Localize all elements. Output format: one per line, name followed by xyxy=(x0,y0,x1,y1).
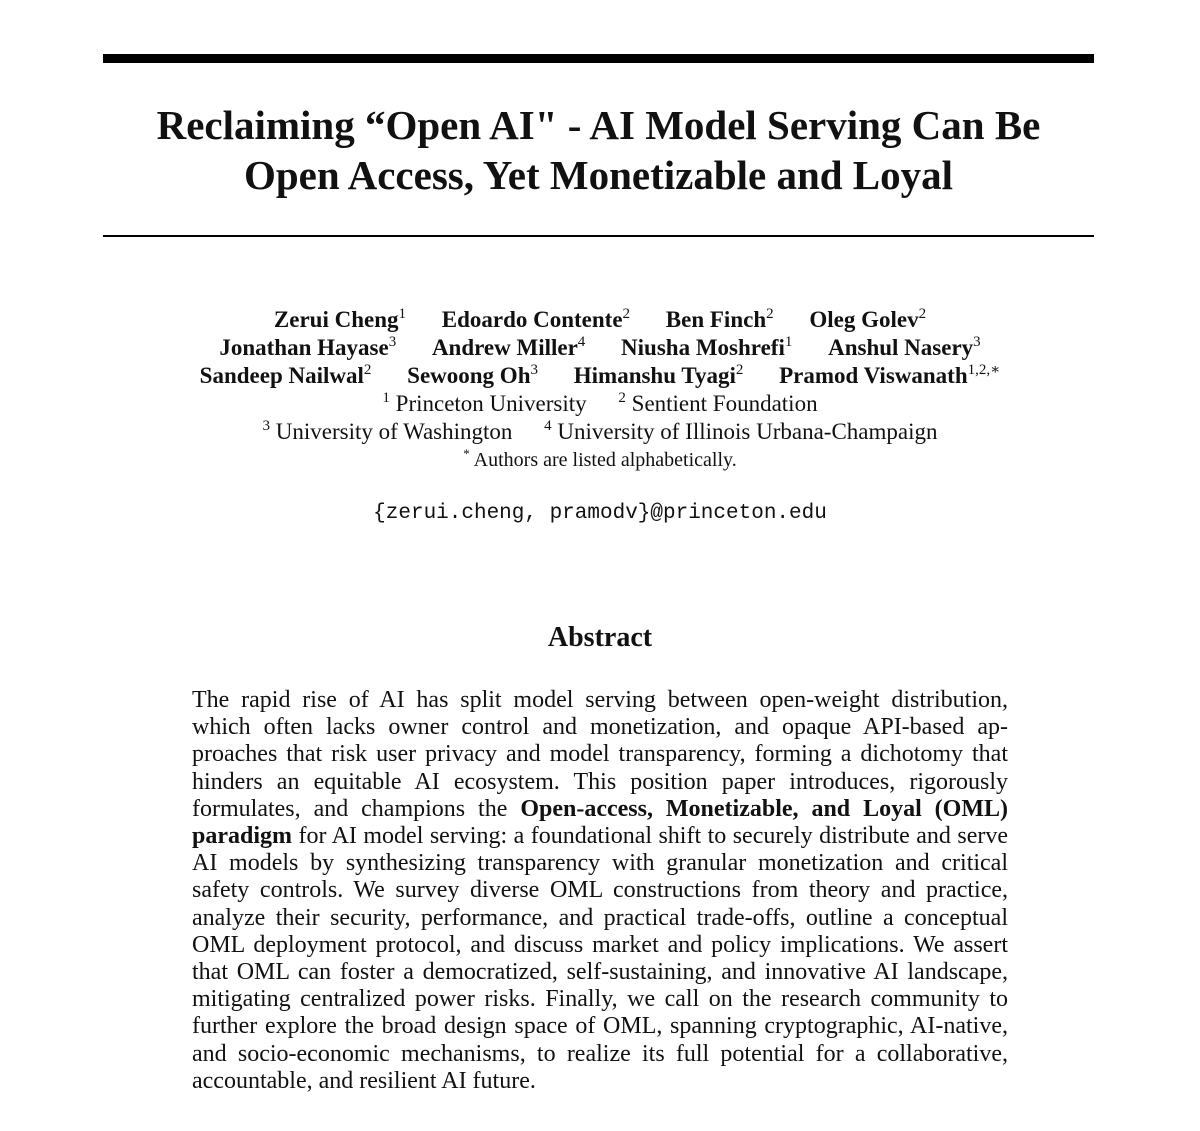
author: Andrew Miller$^4$ xyxy=(431,334,586,360)
contact-email: {zerui.cheng, pramodv}@princeton.edu xyxy=(373,502,827,525)
author-row-3 xyxy=(0,362,1200,390)
abstract-heading: Abstract xyxy=(547,622,653,653)
paper-title xyxy=(103,100,1094,200)
author: Sandeep Nailwal$^2$ xyxy=(199,362,372,388)
affiliation: $^4$ University of Illinois Urbana-Champaign xyxy=(544,418,938,444)
author: Himanshu Tyagi$^2$ xyxy=(573,362,744,388)
author: Anshul Nasery$^3$ xyxy=(828,334,981,360)
author-block xyxy=(0,306,1200,474)
alphabetical-note: * Authors are listed alphabetically. xyxy=(463,446,737,471)
affiliation: $^1$ Princeton University xyxy=(382,390,587,416)
affiliation: $^3$ University of Washington xyxy=(262,418,513,444)
author: Zerui Cheng$^1$ xyxy=(273,306,406,332)
title-line-2: Open Access, Yet Monetizable and Loyal xyxy=(243,152,954,198)
affiliation-row-1 xyxy=(0,390,1200,418)
top-rule xyxy=(103,54,1094,63)
affiliation-row-2 xyxy=(0,418,1200,446)
author: Oleg Golev$^2$ xyxy=(809,306,927,332)
abstract-bold-phrase: Open-access, Monetizable, and Loyal (OML) paradigm xyxy=(192,795,1008,850)
author: Sewoong Oh$^3$ xyxy=(407,362,538,388)
title-line-1: Reclaiming “Open AI" - AI Model Serving Can Be xyxy=(156,102,1041,148)
abstract-text-part-2: for AI model serving: a foundational shift to securely distribute and serve AI models by synthesizing transparency with granular monetization and critical safety controls. We survey diverse OML constructions from theory and practice, analyze their security, performance, and practical trade-offs, outline a conceptual OML deployment protocol, and discuss market and policy implications. We assert that OML can foster a democratized, self-sustaining, and innovative AI landscape, mitigating centralized power risks. Finally, we call on the research community to further explore the broad design space of OML, spanning cryptographic, AI-native, and socio-economic mechanisms, to realize its full potential for a collaborative, accountable, and resilient AI future. xyxy=(192,823,1008,1094)
title-bottom-rule xyxy=(103,235,1094,237)
author: Edoardo Contente$^2$ xyxy=(441,306,631,332)
abstract-body xyxy=(192,687,1008,1095)
author: Ben Finch$^2$ xyxy=(665,306,774,332)
author: Jonathan Hayase$^3$ xyxy=(219,334,397,360)
author: Pramod Viswanath$^{1,2,∗}$ xyxy=(779,362,1001,388)
author-row-1 xyxy=(0,306,1200,334)
author-row-2 xyxy=(0,334,1200,362)
affiliation: $^2$ Sentient Foundation xyxy=(618,390,818,416)
abstract-text-part-1: The rapid rise of AI has split model serving between open-weight distribution, which often lacks owner control and monetization, and opaque API-based approaches that risk user privacy and model transparency, forming a dichotomy that hinders an equitable AI ecosystem. This position paper introduces, rigorously formulates, and champions the xyxy=(192,687,1008,822)
author: Niusha Moshrefi$^1$ xyxy=(621,334,793,360)
